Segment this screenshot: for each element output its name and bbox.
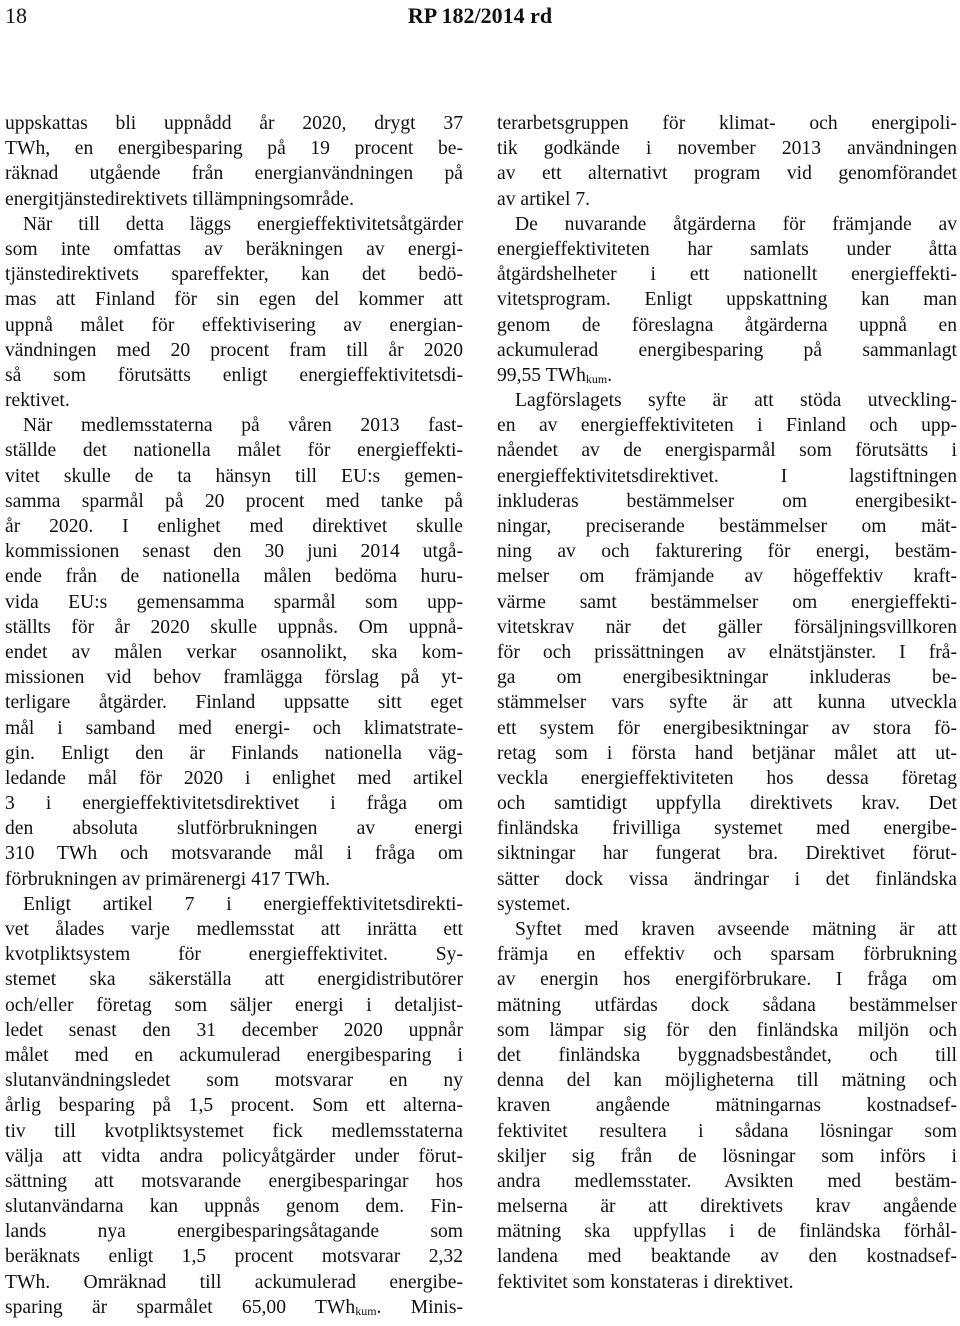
text-line-content: främja en effektiv och sparsam förbrukning (497, 944, 957, 966)
text-line (497, 564, 957, 589)
text-line-content: fektivitet som konstateras i direktivet. (497, 1271, 794, 1293)
text-line-content: rektivet. (5, 390, 70, 412)
text-line (5, 993, 463, 1018)
text-line (497, 1068, 957, 1093)
text-line (497, 313, 957, 338)
text-line (497, 665, 957, 690)
text-line (5, 161, 463, 186)
text-line-content: målet med en ackumulerad energibesparing i (5, 1044, 463, 1066)
text-line (5, 1169, 463, 1194)
text-line (5, 539, 463, 564)
text-line-content: 3 i energieffektivitetsdirektivet i fråga om (5, 793, 463, 815)
text-line (5, 1119, 463, 1144)
text-line-content: beräknats enligt 1,5 procent motsvarar 2,32 (5, 1246, 463, 1268)
text-line-content: räknad utgående från energianvändningen på (5, 163, 463, 185)
text-line-content: för och prissättningen av elnätstjänster. I frå- (497, 641, 957, 663)
text-line (497, 388, 957, 413)
text-line (497, 262, 957, 287)
text-line (497, 413, 957, 438)
text-line-content: landena med beaktande av den kostnadsef- (497, 1246, 957, 1268)
text-line-content: finländska frivilliga systemet med energibe- (497, 818, 957, 840)
text-line (497, 212, 957, 237)
text-line-suffix: . (607, 364, 613, 386)
text-line (497, 615, 957, 640)
text-line (5, 1043, 463, 1068)
text-line (497, 1144, 957, 1169)
text-line-content: den absoluta slutförbrukningen av energi (5, 818, 463, 840)
page-header (0, 0, 960, 60)
text-line (497, 741, 957, 766)
text-line-content: mätning utfärdas dock sådana bestämmelser (497, 994, 957, 1016)
text-line-content: terligare åtgärder. Finland uppsatte sitt eget (5, 692, 463, 714)
text-line (5, 1270, 463, 1295)
text-line-content: förbrukningen av primärenergi 417 TWh. (5, 868, 331, 890)
text-line (5, 791, 463, 816)
text-line-content: ackumulerad energibesparing på sammanlagt (497, 339, 957, 361)
text-line (5, 514, 463, 539)
text-line-content: ende från de nationella målen bedöma huru- (5, 566, 463, 588)
text-line-content: tik godkände i november 2013 användningen (497, 138, 957, 160)
text-line (5, 237, 463, 262)
text-line-content: Enligt artikel 7 i energieffektivitetsdirekti- (23, 893, 463, 915)
text-line (497, 1244, 957, 1269)
text-line-content: vitetskrav när det gäller försäljningsvillkoren (497, 616, 957, 638)
text-line (5, 640, 463, 665)
text-line (5, 615, 463, 640)
text-line-content: år 2020. I enlighet med direktivet skulle (5, 516, 463, 537)
text-line-content: systemet. (497, 893, 571, 915)
text-line-content: samma sparmål på 20 procent med tanke på (5, 490, 463, 512)
text-line (497, 791, 957, 816)
text-line (5, 967, 463, 992)
text-line (5, 716, 463, 741)
text-line-content: ning av och fakturering för energi, bestäm- (497, 541, 957, 563)
text-line-content: och/eller företag som säljer energi i detaljist- (5, 994, 463, 1016)
text-line (5, 867, 463, 892)
text-line-content: denna del kan möjligheterna till mätning och (497, 1070, 957, 1092)
text-line-content: vitet skulle de ta hänsyn till EU:s gemen- (5, 465, 463, 487)
text-line-content: välja att vidta andra policyåtgärder under förut- (5, 1145, 463, 1167)
text-line (5, 1144, 463, 1169)
text-line (497, 464, 957, 489)
text-line (5, 917, 463, 942)
text-line (5, 1018, 463, 1043)
text-line-content: terarbetsgruppen för klimat- och energipoli- (497, 113, 957, 134)
text-line (5, 187, 463, 212)
text-line-content: inkluderas bestämmelser om energibesikt- (497, 490, 957, 512)
text-line (497, 438, 957, 463)
text-line-content: uppnå målet för effektivisering av energian- (5, 314, 463, 336)
text-line-content: andra medlemsstater. Avsikten med bestäm- (497, 1170, 957, 1192)
text-line-content: mas att Finland för sin egen del kommer att (5, 289, 463, 311)
text-line-content: Syftet med kraven avseende mätning är att (515, 919, 957, 940)
text-line-content: tiv till kvotpliktsystemet fick medlemsstaterna (5, 1120, 463, 1142)
text-line-content: vet ålades varje medlemsstat att inrätta ett (5, 919, 463, 940)
text-line (497, 1169, 957, 1194)
left-text-column (5, 111, 463, 1320)
text-line-content: slutanvändningsledet som motsvarar en ny (5, 1070, 463, 1092)
text-line-content: ställde det nationella målet för energieffekti- (5, 440, 463, 462)
text-line-content: 310 TWh och motsvarande mål i fråga om (5, 843, 463, 865)
text-line-content: energieffektiviteten har samlats under åtta (497, 238, 957, 260)
text-line-content: 99,55 TWh (497, 364, 586, 386)
text-line (5, 413, 463, 438)
text-line-content: uppskattas bli uppnådd år 2020, drygt 37 (5, 113, 463, 134)
text-line-content: av artikel 7. (497, 188, 591, 210)
text-line-content: TWh, en energibesparing på 19 procent be- (5, 138, 463, 160)
text-line (497, 766, 957, 791)
text-line (497, 539, 957, 564)
text-line (5, 1093, 463, 1118)
text-line (497, 841, 957, 866)
text-line-content: vitetsprogram. Enligt uppskattning kan man (497, 289, 957, 311)
text-line-content: gin. Enligt den är Finlands nationella väg- (5, 742, 463, 764)
text-line (5, 313, 463, 338)
text-line (497, 1093, 957, 1118)
text-line (497, 690, 957, 715)
text-line-content: När medlemsstaterna på våren 2013 fast- (23, 415, 463, 437)
text-line-content: mätning ska uppfyllas i de finländska förhål- (497, 1221, 957, 1243)
text-line (5, 287, 463, 312)
text-line-content: TWh. Omräknad till ackumulerad energibe- (5, 1271, 463, 1293)
text-line (5, 741, 463, 766)
text-line (5, 1194, 463, 1219)
text-line (5, 816, 463, 841)
text-line (497, 287, 957, 312)
text-line-content: stämmelser vars syfte är att kunna utveckla (497, 692, 957, 714)
text-line-content: en av energieffektiviteten i Finland och upp- (497, 415, 957, 437)
text-line (5, 665, 463, 690)
text-line (5, 111, 463, 136)
text-line (497, 1018, 957, 1043)
text-line-content: Lagförslagets syfte är att stöda utveckling- (515, 390, 957, 412)
subscript-kum: kum (585, 371, 608, 386)
right-text-column (497, 111, 957, 1295)
text-line-content: kommissionen senast den 30 juni 2014 utgå- (5, 541, 463, 563)
text-line (5, 590, 463, 615)
text-line (5, 363, 463, 388)
text-line (497, 1043, 957, 1068)
text-line-content: kraven angående mätningarnas kostnadsef- (497, 1095, 957, 1117)
text-line-content: sätter dock vissa ändringar i det finländska (497, 868, 957, 890)
text-line (5, 438, 463, 463)
text-line (497, 1194, 957, 1219)
text-line-content: sparing är sparmålet 65,00 TWh (5, 1296, 356, 1318)
text-line-content: endet av målen verkar osannolikt, ska kom- (5, 641, 463, 663)
text-line-content: skiljer sig från de lösningar som införs i (497, 1145, 957, 1167)
text-line (5, 1068, 463, 1093)
text-line (5, 262, 463, 287)
text-line-content: vida EU:s gemensamma sparmål som upp- (5, 591, 463, 613)
text-line-content: genom de föreslagna åtgärderna uppnå en (497, 314, 957, 336)
text-line-content: energitjänstedirektivets tillämpningsområde. (5, 188, 354, 210)
text-line-content: av ett alternativt program vid genomförandet (497, 163, 957, 185)
text-line-content: ledande mål för 2020 i enlighet med artikel (5, 767, 463, 789)
text-line (497, 237, 957, 262)
text-line (497, 816, 957, 841)
text-line (497, 111, 957, 136)
text-line (5, 212, 463, 237)
text-line-content: som inte omfattas av beräkningen av energi- (5, 238, 463, 260)
text-line (497, 136, 957, 161)
text-line (497, 1119, 957, 1144)
text-line-content: missionen vid behov framlägga förslag på yt- (5, 667, 463, 689)
text-line-suffix: . Minis- (376, 1296, 463, 1318)
text-line (5, 564, 463, 589)
text-line (5, 1295, 463, 1320)
text-line (497, 942, 957, 967)
text-line (497, 867, 957, 892)
text-line-content: av energin hos energiförbrukare. I fråga om (497, 969, 957, 991)
text-line (497, 363, 957, 388)
text-line-content: ga om energibesiktningar inkluderas be- (497, 667, 957, 689)
text-line (5, 942, 463, 967)
text-line (5, 766, 463, 791)
text-line-content: kvotpliktsystem för energieffektivitet. Sy- (5, 944, 463, 966)
text-line (497, 590, 957, 615)
text-line-content: som lämpar sig för den finländska miljön och (497, 1019, 957, 1041)
text-line (497, 1270, 957, 1295)
text-line-content: nåendet av de energisparmål som förutsätts i (497, 440, 957, 462)
text-line (497, 993, 957, 1018)
text-line-content: sättning att motsvarande energibesparingar hos (5, 1170, 463, 1192)
text-line (497, 640, 957, 665)
text-line-content: åtgärdshelheter i ett nationellt energieffekti- (497, 264, 957, 286)
text-line (5, 136, 463, 161)
text-line (497, 716, 957, 741)
text-line-content: melserna är att direktivets krav angående (497, 1196, 957, 1218)
text-line (5, 489, 463, 514)
text-line (5, 1219, 463, 1244)
text-line-content: så som förutsätts enligt energieffektivitetsdi- (5, 364, 463, 386)
text-line-content: ställts för år 2020 skulle uppnås. Om uppnå- (5, 616, 463, 638)
text-line-content: ledet senast den 31 december 2020 uppnår (5, 1019, 463, 1041)
text-line (497, 489, 957, 514)
text-line (497, 917, 957, 942)
text-line-content: fektivitet resultera i sådana lösningar som (497, 1120, 957, 1142)
text-line-content: När till detta läggs energieffektivitetsåtgärder (23, 213, 463, 235)
text-line (5, 690, 463, 715)
text-line (497, 338, 957, 363)
text-line (497, 892, 957, 917)
text-line-content: energieffektivitetsdirektivet. I lagstiftningen (497, 465, 957, 487)
page-number: 18 (5, 3, 27, 28)
text-line-content: slutanvändarna kan uppnås genom dem. Fin- (5, 1196, 463, 1218)
text-line-content: lands nya energibesparingsåtagande som (5, 1221, 463, 1243)
text-line-content: värme samt bestämmelser om energieffekti- (497, 591, 957, 613)
text-line (5, 1244, 463, 1269)
text-line (5, 464, 463, 489)
document-reference: RP 182/2014 rd (407, 3, 553, 28)
text-line-content: vändningen med 20 procent fram till år 2020 (5, 339, 463, 361)
text-line (5, 338, 463, 363)
text-line (497, 1219, 957, 1244)
text-line (5, 841, 463, 866)
text-line-content: årlig besparing på 1,5 procent. Som ett alterna- (5, 1095, 463, 1117)
text-line-content: siktningar har fungerat bra. Direktivet förut- (497, 843, 957, 865)
subscript-kum: kum (355, 1303, 377, 1318)
text-line-content: melser om främjande av högeffektiv kraft- (497, 566, 957, 588)
text-line-content: ett system för energibesiktningar av stora fö- (497, 717, 957, 739)
text-line (5, 388, 463, 413)
text-line-content: De nuvarande åtgärderna för främjande av (515, 213, 957, 235)
text-line-content: det finländska byggnadsbeståndet, och till (497, 1044, 957, 1066)
text-line-content: stemet ska säkerställa att energidistributörer (5, 969, 463, 991)
text-line (5, 892, 463, 917)
text-line-content: veckla energieffektiviteten hos dessa företag (497, 767, 957, 789)
text-line (497, 187, 957, 212)
text-line-content: retag som i första hand betjänar målet att ut- (497, 742, 957, 764)
text-line-content: och samtidigt uppfylla direktivets krav. Det (497, 793, 957, 815)
text-line-content: mål i samband med energi- och klimatstrate- (5, 717, 463, 739)
text-line-content: ningar, preciserande bestämmelser om mät- (497, 516, 957, 537)
text-line (497, 161, 957, 186)
text-line (497, 514, 957, 539)
text-line (497, 967, 957, 992)
text-line-content: tjänstedirektivets spareffekter, kan det bedö- (5, 264, 463, 286)
